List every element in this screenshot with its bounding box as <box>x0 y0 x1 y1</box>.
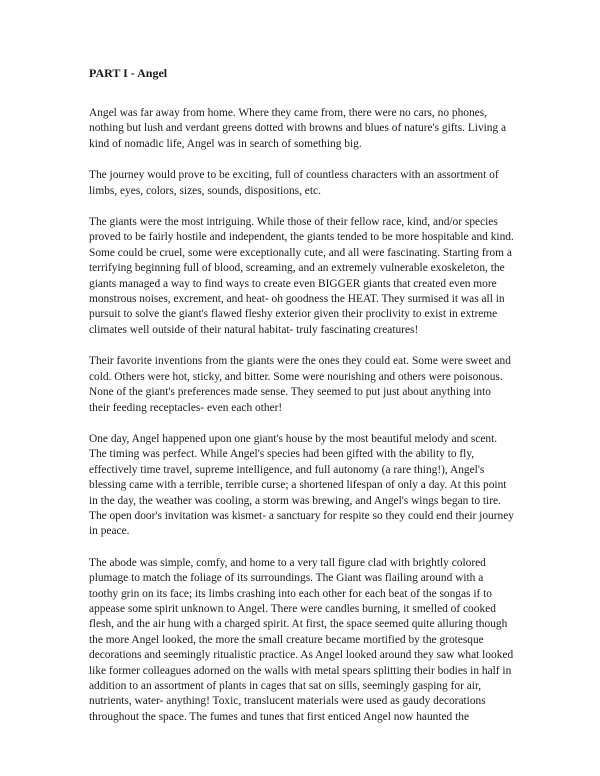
paragraph-1: Angel was far away from home. Where they came from, there were no cars, no phones, nothing but lush and verdant greens dotted with browns and blues of nature's gifts. Living a kind of nomadic life, Angel was in search of something big. <box>89 107 507 150</box>
paragraph-3: The giants were the most intriguing. While those of their fellow race, kind, and/or species proved to be fairly hostile and independent, the giants tended to be more hospitable and kind. Some could be cruel, some were exceptionally cute, and all were fascinating. Starting from a terrifying beginning full of blood, screaming, and an extremely vulnerable exoskeleton, the giants managed a way to find ways to create even BIGGER giants that created even more monstrous noises, excrement, and heat- oh goodness the HEAT. They surmised it was all in pursuit to solve the giant's flawed fleshy exterior given their proclivity to exist in extreme climates well outside of their natural habitat- truly fascinating creatures! <box>89 216 514 336</box>
part-heading: PART I - Angel <box>89 66 168 80</box>
document-body <box>89 66 514 741</box>
paragraph-5: One day, Angel happened upon one giant's house by the most beautiful melody and scent. The timing was perfect. While Angel's species had been gifted with the ability to fly, effectively time travel, supreme intelligence, and full autonomy (a rare thing!), Angel's blessing came with a terrible, terrible curse; a shortened lifespan of only a day. At this point in the day, the weather was cooling, a storm was brewing, and Angel's wings began to tire. The open door's invitation was kismet- a sanctuary for respite so they could end their journey in peace. <box>89 432 514 538</box>
paragraph-2: The journey would prove to be exciting, full of countless characters with an assortment of limbs, eyes, colors, sizes, sounds, dispositions, etc. <box>89 169 499 197</box>
paragraph-6: The abode was simple, comfy, and home to a very tall figure clad with brightly colored plumage to match the foliage of its surroundings. The Giant was flailing around with a toothy grin on its face; its limbs crashing into each other for each beat of the songas if to appease some spirit unknown to Angel. There were candles burning, it smelled of cooked flesh, and the air hung with a charged spirit. At first, the space seemed quite alluring though the more Angel looked, the more the small creature became mortified by the grotesque decorations and seemingly ritualistic practice. As Angel looked around they saw what looked like former colleagues adorned on the walls with metal spears splitting their bodies in half in addition to an assortment of plants in cages that sat on sills, seemingly gasping for air, nutrients, water- anything! Toxic, translucent materials were used as gaudy decorations throughout the space. The fumes and tunes that first enticed Angel now haunted the <box>89 556 514 723</box>
paragraph-4: Their favorite inventions from the giants were the ones they could eat. Some were sweet and cold. Others were hot, sticky, and bitter. Some were nourishing and others were poisonous. None of the giant's preferences made sense. They seemed to put just about anything into their feeding receptacles- even each other! <box>89 355 511 414</box>
